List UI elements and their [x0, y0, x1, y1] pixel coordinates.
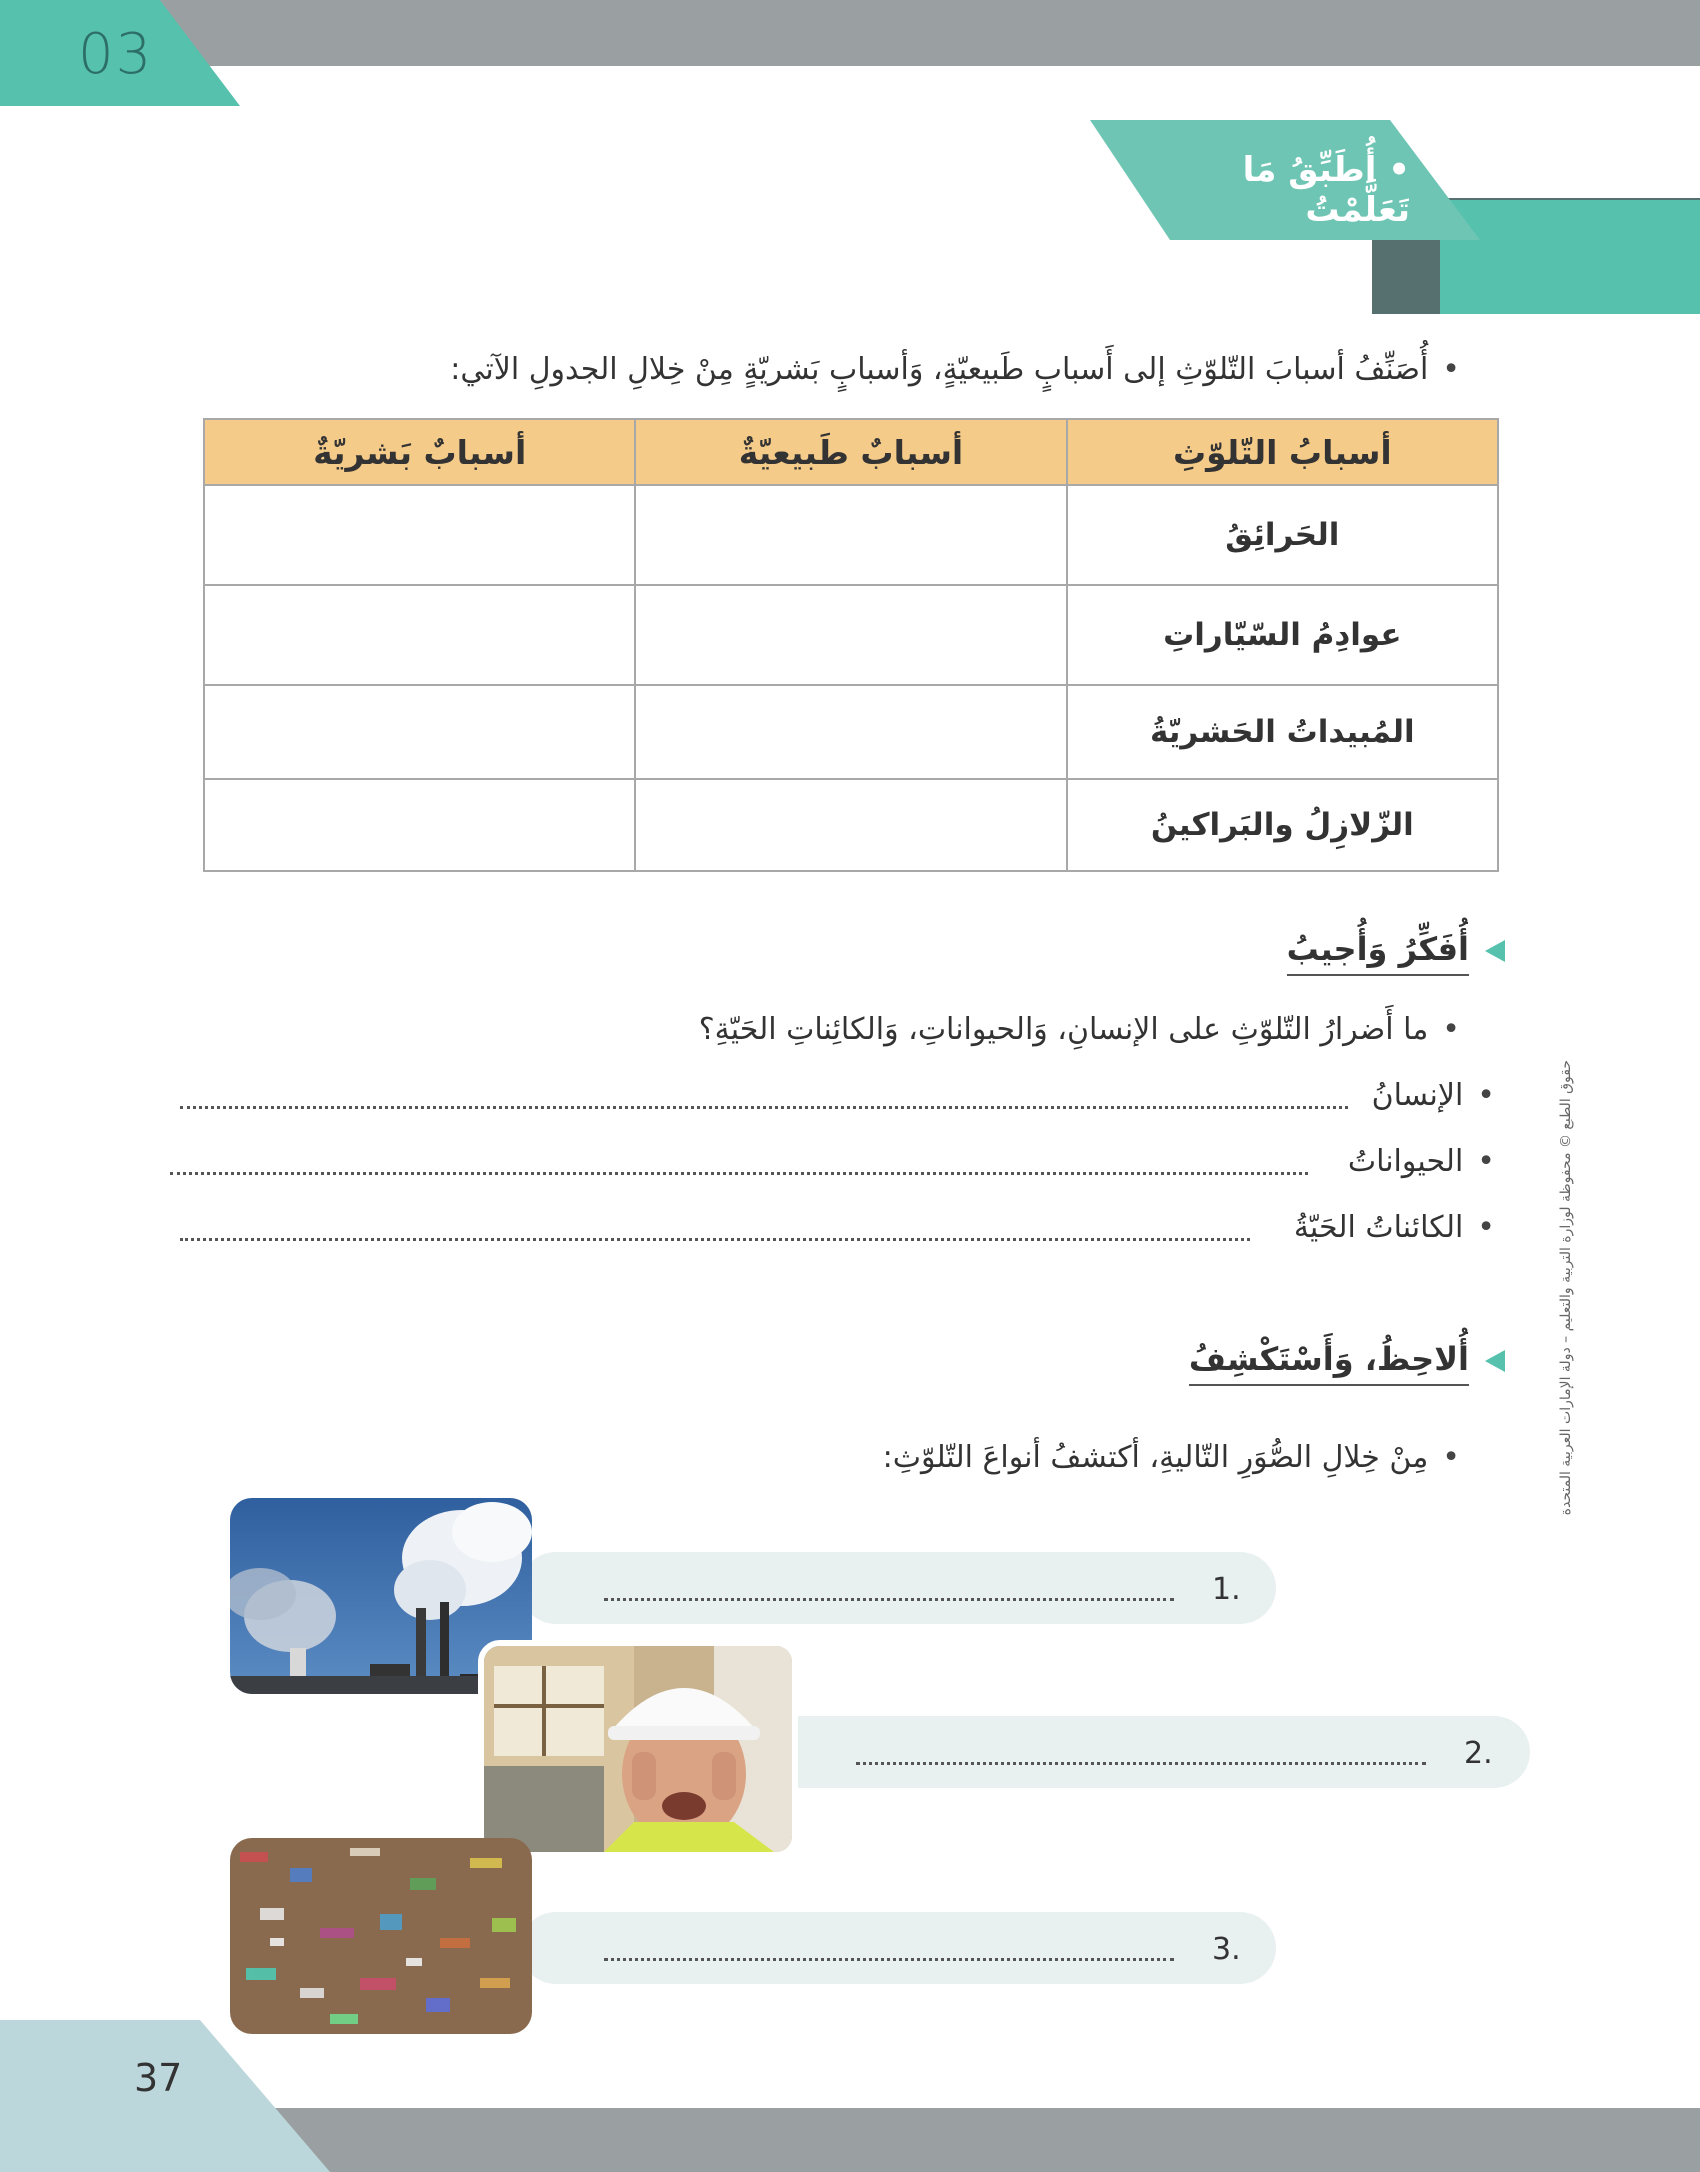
row-cause: الزّلازِلُ والبَراكينُ	[1067, 779, 1498, 871]
bullet-icon: •	[1477, 1144, 1495, 1179]
table-header-row	[204, 419, 1498, 485]
pollution-table	[203, 418, 1499, 872]
classify-instruction-text: أُصَنِّفُ أسبابَ التّلوّثِ إلى أَسبابٍ طَبيعيّةٍ، وَأسبابٍ بَشريّةٍ مِنْ خِلالِ الجدولِ الآتي:	[450, 352, 1429, 387]
bullet-icon: •	[1477, 1210, 1495, 1245]
answer-line[interactable]	[180, 1106, 1348, 1109]
human-answer-cell[interactable]	[204, 685, 635, 779]
answer-number: 2.	[1464, 1736, 1493, 1771]
list-item	[1348, 1144, 1495, 1179]
arrow-icon	[1485, 1350, 1505, 1372]
observe-instruction-text: مِنْ خِلالِ الصُّوَرِ التّاليةِ، أكتشفُ أنواعَ التّلوّثِ:	[882, 1440, 1429, 1475]
natural-answer-cell[interactable]	[635, 685, 1066, 779]
header-pollution-causes: أسبابُ التّلوّثِ	[1067, 419, 1498, 485]
observe-heading	[1189, 1340, 1505, 1378]
section-banner-back	[1440, 200, 1700, 314]
think-question	[699, 1012, 1460, 1047]
list-item	[1294, 1210, 1495, 1245]
classify-instruction	[450, 352, 1460, 387]
answer-pill-1	[520, 1552, 1276, 1624]
answer-line[interactable]	[604, 1958, 1174, 1961]
bullet-icon: •	[1477, 1078, 1495, 1113]
answer-number: 3.	[1212, 1932, 1241, 1967]
think-question-text: ما أَضرارُ التّلوّثِ على الإنسانِ، وَالحيواناتِ، وَالكائِناتِ الحَيّةِ؟	[698, 1012, 1429, 1047]
answer-pill-2	[760, 1716, 1530, 1788]
table-row	[204, 779, 1498, 871]
item-label: الإنسانُ	[1371, 1078, 1464, 1113]
human-answer-cell[interactable]	[204, 585, 635, 685]
think-heading	[1287, 930, 1505, 968]
bullet-icon: •	[1442, 1440, 1460, 1475]
row-cause: الحَرائِقُ	[1067, 485, 1498, 585]
item-label: الحيواناتُ	[1347, 1144, 1464, 1179]
natural-answer-cell[interactable]	[635, 585, 1066, 685]
garbage-dump-image	[230, 1838, 532, 2034]
think-heading-text: أُفَكِّرُ وَأُجيبُ	[1287, 930, 1469, 976]
copyright-note: حقوق الطبع © محفوظة لوزارة التربية والتعليم – دولة الإمارات العربية المتحدة	[1558, 1060, 1574, 1516]
bullet-icon: •	[1442, 352, 1460, 387]
header-natural-causes: أسبابٌ طَبيعيّةٌ	[635, 419, 1066, 485]
natural-answer-cell[interactable]	[635, 485, 1066, 585]
answer-line[interactable]	[180, 1238, 1250, 1241]
answer-line[interactable]	[170, 1172, 1308, 1175]
answer-line[interactable]	[856, 1762, 1426, 1765]
top-bar	[0, 0, 1700, 66]
bullet-icon: •	[1442, 1012, 1460, 1047]
human-answer-cell[interactable]	[204, 485, 635, 585]
observe-heading-text: أُلاحِظُ، وَأَسْتَكْشِفُ	[1189, 1340, 1469, 1386]
chapter-number: 03	[78, 22, 154, 87]
page-number: 37	[134, 2056, 183, 2100]
arrow-icon	[1485, 940, 1505, 962]
row-cause: عوادِمُ السّيّاراتِ	[1067, 585, 1498, 685]
natural-answer-cell[interactable]	[635, 779, 1066, 871]
section-title: • أُطَبِّقُ مَا تَعَلَّمْتُ	[1242, 150, 1410, 230]
header-human-causes: أسبابٌ بَشريّةٌ	[204, 419, 635, 485]
table-row	[204, 485, 1498, 585]
observe-instruction	[883, 1440, 1460, 1475]
table-row	[204, 585, 1498, 685]
row-cause: المُبيداتُ الحَشريّةُ	[1067, 685, 1498, 779]
human-answer-cell[interactable]	[204, 779, 635, 871]
table-row	[204, 685, 1498, 779]
construction-worker-noise-image	[478, 1640, 798, 1858]
item-label: الكائناتُ الحَيّةُ	[1293, 1210, 1464, 1245]
answer-pill-3	[520, 1912, 1276, 1984]
list-item	[1372, 1078, 1495, 1113]
answer-number: 1.	[1212, 1572, 1241, 1607]
answer-line[interactable]	[604, 1598, 1174, 1601]
